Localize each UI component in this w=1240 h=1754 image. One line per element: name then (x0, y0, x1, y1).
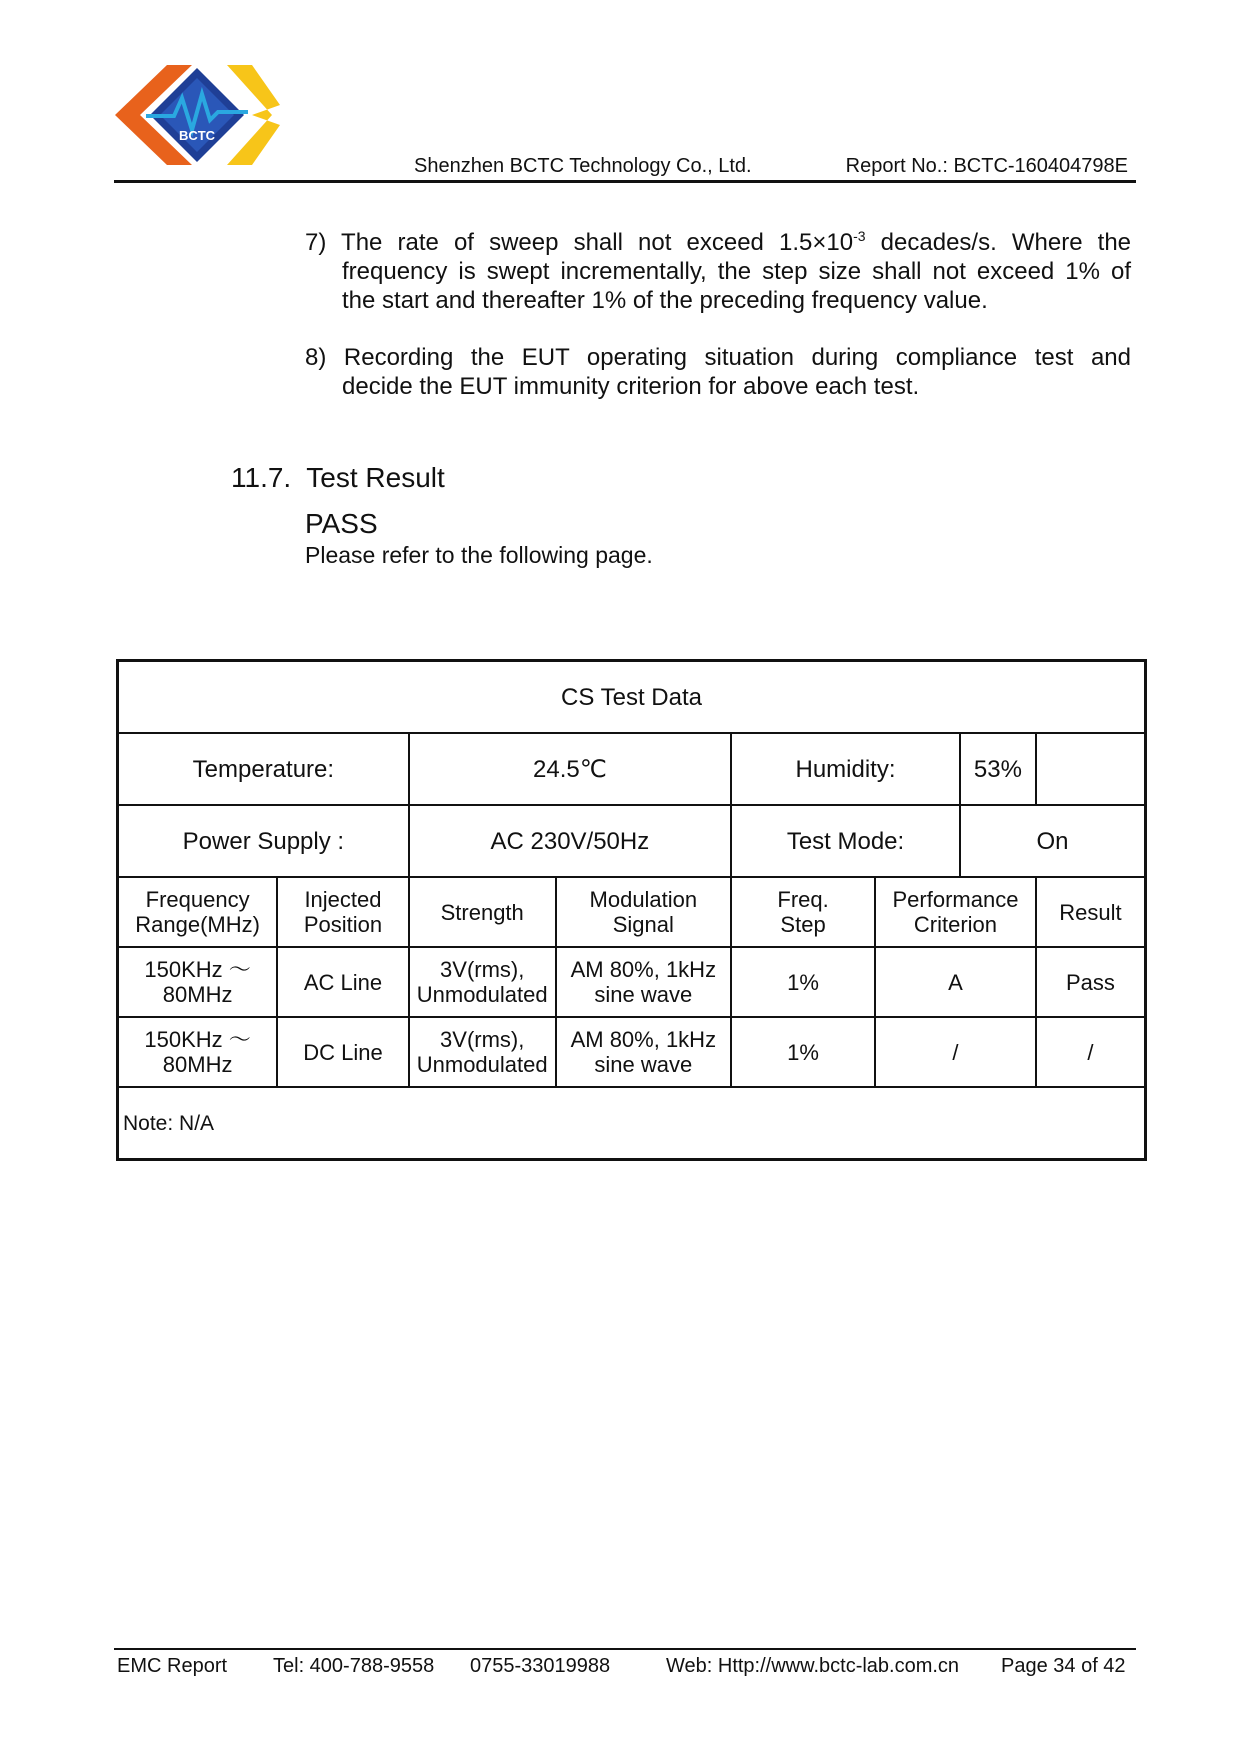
cell-result: Pass (1036, 947, 1146, 1017)
section-heading (231, 462, 445, 494)
step-7-line-3: the start and thereafter 1% of the preceding frequency value. (342, 287, 988, 314)
table-note: Note: N/A (118, 1087, 1146, 1160)
footer-web: Web: Http://www.bctc-lab.com.cn (666, 1655, 960, 1677)
test-verdict: PASS (305, 508, 378, 539)
cell-modulation: AM 80%, 1kHz sine wave (556, 947, 731, 1017)
table-row (118, 1017, 1146, 1087)
step-7-line-2: frequency is swept incrementally, the step size shall not exceed 1% of (342, 258, 1131, 285)
header-frequency: Frequency Range(MHz) (118, 877, 278, 947)
cell-frequency: 150KHz ～ 80MHz (118, 1017, 278, 1087)
footer-tel: Tel: 400-788-9558 (273, 1655, 435, 1677)
step-8-number: 8) (305, 344, 327, 371)
cell-criterion: A (875, 947, 1036, 1017)
cell-modulation: AM 80%, 1kHz sine wave (556, 1017, 731, 1087)
test-mode-cell (731, 805, 1145, 877)
cell-step: 1% (731, 1017, 875, 1087)
step-7 (305, 228, 1131, 315)
table-header-row (118, 877, 1146, 947)
cs-test-data-table (116, 659, 1147, 1161)
step-8-line-1 (305, 343, 1131, 372)
step-8-text: Recording the EUT operating situation during compliance test and (343, 344, 1131, 371)
footer-label: EMC Report (117, 1655, 228, 1677)
header-company: Shenzhen BCTC Technology Co., Ltd. (414, 155, 752, 177)
footer-tel-2: 0755-33019988 (470, 1655, 611, 1677)
cell-strength: 3V(rms), Unmodulated (409, 1017, 556, 1087)
test-mode-value: On (1036, 827, 1069, 855)
svg-text:BCTC: BCTC (178, 128, 216, 143)
header-freq-step: Freq. Step (731, 877, 875, 947)
footer-divider (114, 1648, 1136, 1650)
temperature-label: Temperature: (118, 733, 409, 805)
cell-strength: 3V(rms), Unmodulated (409, 947, 556, 1017)
humidity-label: Humidity: (732, 734, 960, 804)
cell-step: 1% (731, 947, 875, 1017)
header-result: Result (1036, 877, 1146, 947)
power-supply-label: Power Supply : (118, 805, 409, 877)
cell-result: / (1036, 1017, 1146, 1087)
header-modulation: Modulation Signal (556, 877, 731, 947)
section-title: Test Result (306, 462, 445, 493)
test-mode-label: Test Mode: (732, 806, 960, 876)
step-8-line-2: decide the EUT immunity criterion for above each test. (342, 373, 920, 400)
header-strength: Strength (409, 877, 556, 947)
cell-criterion: / (875, 1017, 1036, 1087)
header-divider (114, 180, 1136, 183)
step-7-text-a: The rate of sweep shall not exceed 1.5×10 (341, 229, 854, 256)
header-criterion: Performance Criterion (875, 877, 1036, 947)
footer-page: Page 34 of 42 (1001, 1655, 1126, 1677)
step-7-number: 7) (305, 229, 327, 256)
step-7-line-1 (305, 228, 1131, 257)
cell-position: AC Line (277, 947, 409, 1017)
bctc-logo (112, 60, 282, 170)
section-number: 11.7. (231, 462, 292, 493)
temperature-value: 24.5℃ (409, 733, 731, 805)
step-8 (305, 343, 1131, 401)
header-injected-position: Injected Position (277, 877, 409, 947)
step-7-text-b: decades/s. Where the (880, 229, 1132, 256)
table-title: CS Test Data (118, 661, 1146, 734)
cell-frequency: 150KHz ～ 80MHz (118, 947, 278, 1017)
table-row (118, 947, 1146, 1017)
refer-note: Please refer to the following page. (305, 542, 653, 568)
humidity-value: 53% (973, 755, 1022, 783)
header-report-number: Report No.: BCTC-160404798E (845, 155, 1128, 177)
power-supply-value: AC 230V/50Hz (409, 805, 731, 877)
humidity-cell (731, 733, 1036, 805)
cell-position: DC Line (277, 1017, 409, 1087)
exponent: -3 (853, 228, 866, 244)
